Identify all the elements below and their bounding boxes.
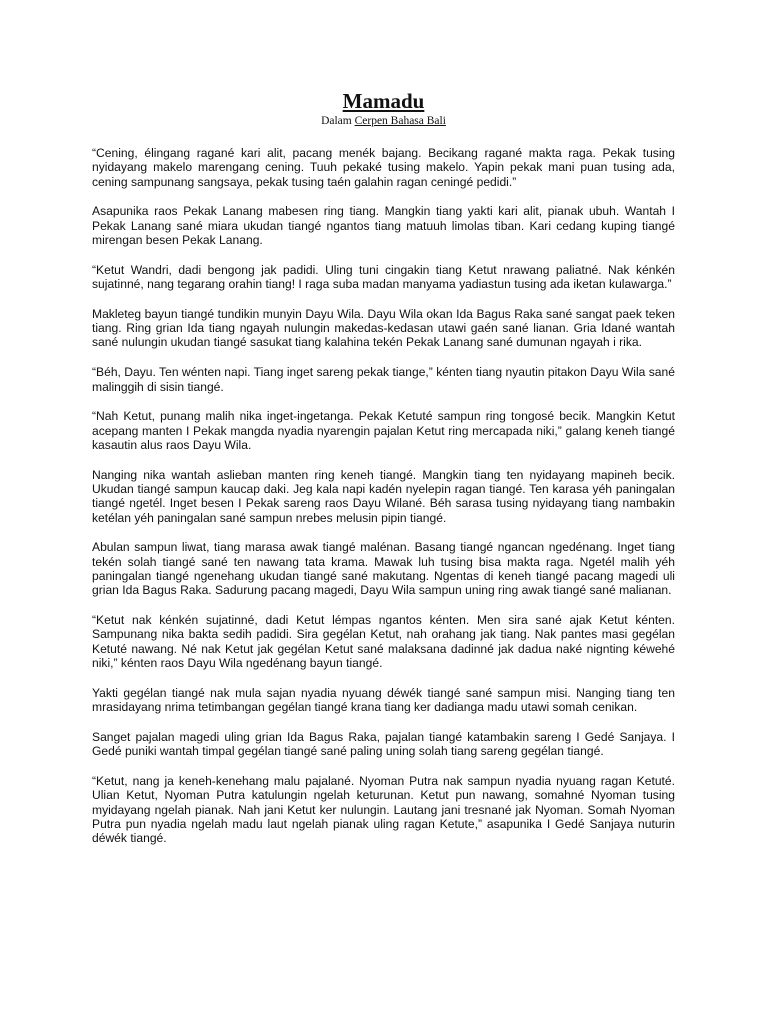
paragraph: “Ketut, nang ja keneh-kenehang malu pajalané. Nyoman Putra nak sampun nyadia nyuang ragan Ketuté. Ulian Ketut, Nyoman Putra katulungin ngelah keturunan. Ketut pun nawang, somahné Nyoman tusing myidayang ngelah pianak. Nah jani Ketut ker nulungin. Lautang jani tresnané jak Nyoman. Somah Nyoman Putra pun nyadia ngelah madu laut ngelah pianak uling ragan Ketute,” asapunika I Gedé Sanjaya nuturin déwék tiangé. (92, 774, 675, 846)
paragraph: Sanget pajalan magedi uling grian Ida Bagus Raka, pajalan tiangé katambakin sareng I Gedé Sanjaya. I Gedé puniki wantah timpal gegélan tiangé sané paling uning solah tiang sareng gegélan tiangé. (92, 729, 675, 759)
paragraph: Abulan sampun liwat, tiang marasa awak tiangé malénan. Basang tiangé ngancan ngedénang. Inget tiang tekén solah tiangé sané ten nawang tata krama. Mawak luh tusing bisa makta raga. Ngetél malih yéh paningalan tiangé ngenehang ukudan tiangé sané makutang. Ngentas di keneh tiangé pacang magedi uli grian Ida Bagus Raka. Sadurung pacang magedi, Dayu Wila sampun uning ring awak tiangé sané malianan. (92, 540, 675, 598)
subtitle-link: Cerpen Bahasa Bali (354, 115, 446, 127)
paragraph: “Béh, Dayu. Ten wénten napi. Tiang inget sareng pekak tiange,” kénten tiang nyautin pitakon Dayu Wila sané malinggih di sisin tiangé. (92, 365, 675, 394)
paragraph: “Ketut Wandri, dadi bengong jak padidi. Uling tuni cingakin tiang Ketut nrawang paliatné. Nak kénkén sujatinné, nang tegarang orahin tiang! I raga suba madan manyama yadiastun tusing ada iketan kulawarga.” (92, 262, 675, 292)
document-page (92, 88, 675, 861)
paragraph: Makleteg bayun tiangé tundikin munyin Dayu Wila. Dayu Wila okan Ida Bagus Raka sané sangat paek teken tiang. Ring grian Ida tiang ngayah nulungin makedas-kedasan utawi gaén sané lianan. Gria Idané wantah sané nulungin ukudan tiangé sasukat tiang kalahina tekén Pekak Lanang sané dumunan ngayah i rika. (92, 306, 675, 350)
document-subtitle (92, 114, 675, 128)
paragraph: Yakti gegélan tiangé nak mula sajan nyadia nyuang déwék tiangé sané sampun misi. Nanging tiang ten mrasidayang nrima tetimbangan gegélan tiangé krana tiang ker dadianga madu utawi somah cenikan. (92, 685, 675, 715)
paragraph: “Cening, élingang ragané kari alit, pacang menék bajang. Becikang ragané makta raga. Pekak tusing nyidayang makelo marengang cening. Tuuh pekaké tusing makelo. Yapin pekak mani puan tusing ada, cening sampunang sangsaya, pekak tusing taén galahin ragan ceningé pedidi.” (92, 146, 675, 189)
story-body (92, 146, 675, 845)
paragraph: “Ketut nak kénkén sujatinné, dadi Ketut lémpas ngantos kénten. Men sira sané ajak Ketut kénten. Sampunang nika bakta sedih padidi. Sira gegélan Ketut, nah orahang jak tiang. Nak pantes masi gegélan Ketuté nawang. Né nak Ketut jak gegélan Ketut sané malaksana dadinné jak dadua naké nignting kéwehé niki,” kénten raos Dayu Wila ngedénang bayun tiangé. (92, 613, 675, 671)
paragraph: “Nah Ketut, punang malih nika inget-ingetanga. Pekak Ketuté sampun ring tongosé becik. Mangkin Ketut acepang manten I Pekak mangda nyadia nyarengin pajalan Ketut ring mercapada niki,” galang keneh tiangé kasautin alus raos Dayu Wila. (92, 409, 675, 452)
paragraph: Nanging nika wantah aslieban manten ring keneh tiangé. Mangkin tiang ten nyidayang mapineh becik. Ukudan tiangé sampun kaucap daki. Jeg kala napi kadén nyelepin ragan tiangé. Ten karasa yéh paningalan tiangé ngetél. Inget besen I Pekak sareng raos Dayu Wilané. Béh sarasa tusing nyidayang tiang nambakin ketélan yéh paningalan sané sampun nrebes melusin pipin tiangé. (92, 467, 675, 525)
title-block (92, 88, 675, 128)
document-title: Mamadu (342, 89, 425, 113)
subtitle-prefix: Dalam (321, 115, 355, 127)
paragraph: Asapunika raos Pekak Lanang mabesen ring tiang. Mangkin tiang yakti kari alit, pianak ubuh. Wantah I Pekak Lanang sané miara ukudan tiangé ngantos tiang matuuh limolas tiban. Kari cedang kuping tiangé mirengan besen Pekak Lanang. (92, 204, 675, 247)
